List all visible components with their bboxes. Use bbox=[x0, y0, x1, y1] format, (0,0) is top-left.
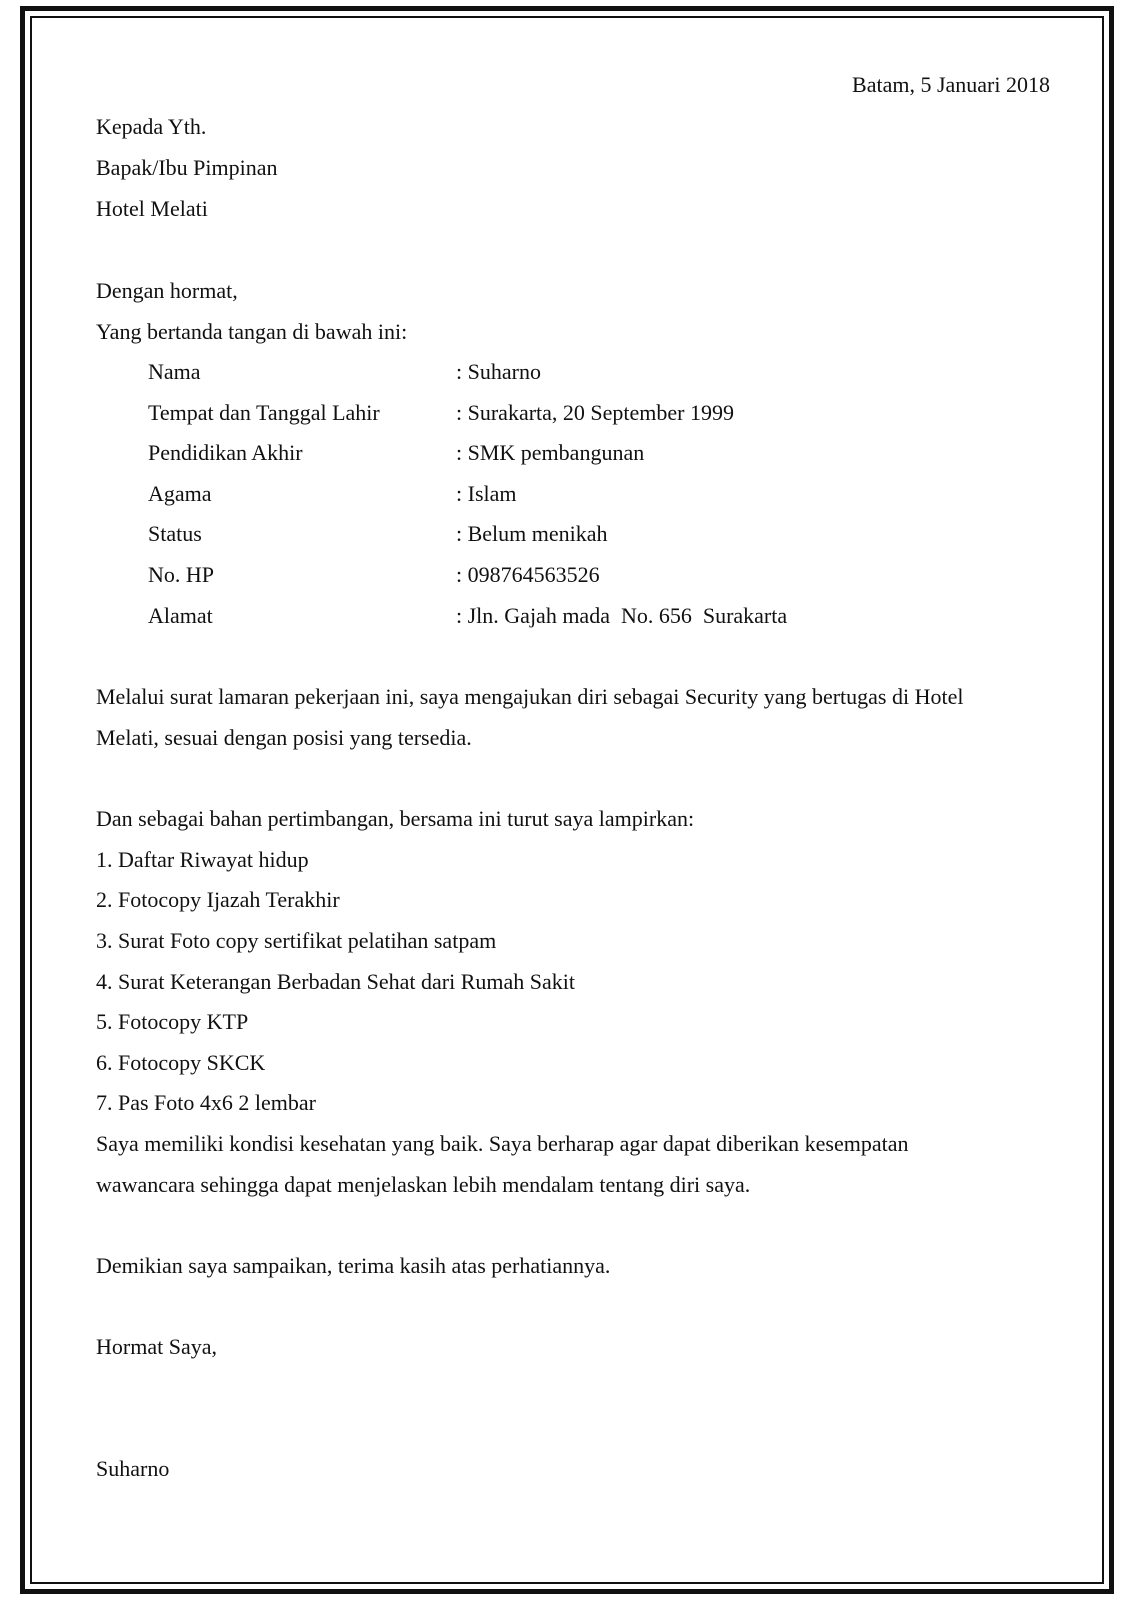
field-value-hp: : 098764563526 bbox=[456, 562, 600, 587]
field-value-pendidikan: : SMK pembangunan bbox=[456, 440, 645, 465]
field-label-status: Status bbox=[148, 521, 202, 546]
recipient-line-3: Hotel Melati bbox=[96, 196, 208, 221]
field-value-nama: : Suharno bbox=[456, 359, 541, 384]
field-value-agama: : Islam bbox=[456, 481, 517, 506]
attachment-item: 3. Surat Foto copy sertifikat pelatihan satpam bbox=[96, 928, 497, 953]
field-value-alamat: : Jln. Gajah mada No. 656 Surakarta bbox=[456, 603, 788, 628]
closing-sentence: Demikian saya sampaikan, terima kasih atas perhatiannya. bbox=[96, 1253, 611, 1278]
paragraph2-line-2: wawancara sehingga dapat menjelaskan lebih mendalam tentang diri saya. bbox=[96, 1172, 751, 1197]
recipient-line-1: Kepada Yth. bbox=[96, 114, 207, 139]
letter-date: Batam, 5 Januari 2018 bbox=[852, 72, 1050, 97]
greeting: Dengan hormat, bbox=[96, 278, 238, 303]
attachment-item: 1. Daftar Riwayat hidup bbox=[96, 847, 309, 872]
field-label-pendidikan: Pendidikan Akhir bbox=[148, 440, 303, 465]
field-label-hp: No. HP bbox=[148, 562, 215, 587]
field-label-nama: Nama bbox=[148, 359, 201, 384]
attachment-item: 4. Surat Keterangan Berbadan Sehat dari Rumah Sakit bbox=[96, 969, 575, 994]
attachment-item: 7. Pas Foto 4x6 2 lembar bbox=[96, 1090, 316, 1115]
signature-name: Suharno bbox=[96, 1456, 170, 1481]
attachments-intro: Dan sebagai bahan pertimbangan, bersama ini turut saya lampirkan: bbox=[96, 806, 695, 831]
paragraph2-line-1: Saya memiliki kondisi kesehatan yang baik. Saya berharap agar dapat diberikan kesempatan bbox=[96, 1131, 909, 1156]
attachment-item: 6. Fotocopy SKCK bbox=[96, 1050, 266, 1075]
field-value-ttl: : Surakarta, 20 September 1999 bbox=[456, 400, 734, 425]
field-label-ttl: Tempat dan Tanggal Lahir bbox=[148, 400, 380, 425]
field-label-agama: Agama bbox=[148, 481, 212, 506]
closing-salutation: Hormat Saya, bbox=[96, 1334, 217, 1359]
field-label-alamat: Alamat bbox=[148, 603, 213, 628]
recipient-line-2: Bapak/Ibu Pimpinan bbox=[96, 155, 278, 180]
attachment-item: 2. Fotocopy Ijazah Terakhir bbox=[96, 887, 340, 912]
intro-line: Yang bertanda tangan di bawah ini: bbox=[96, 319, 408, 344]
paragraph1-line-1: Melalui surat lamaran pekerjaan ini, saya mengajukan diri sebagai Security yang bertugas di Hotel bbox=[96, 684, 964, 709]
attachment-item: 5. Fotocopy KTP bbox=[96, 1009, 249, 1034]
field-value-status: : Belum menikah bbox=[456, 521, 608, 546]
paragraph1-line-2: Melati, sesuai dengan posisi yang tersedia. bbox=[96, 725, 472, 750]
